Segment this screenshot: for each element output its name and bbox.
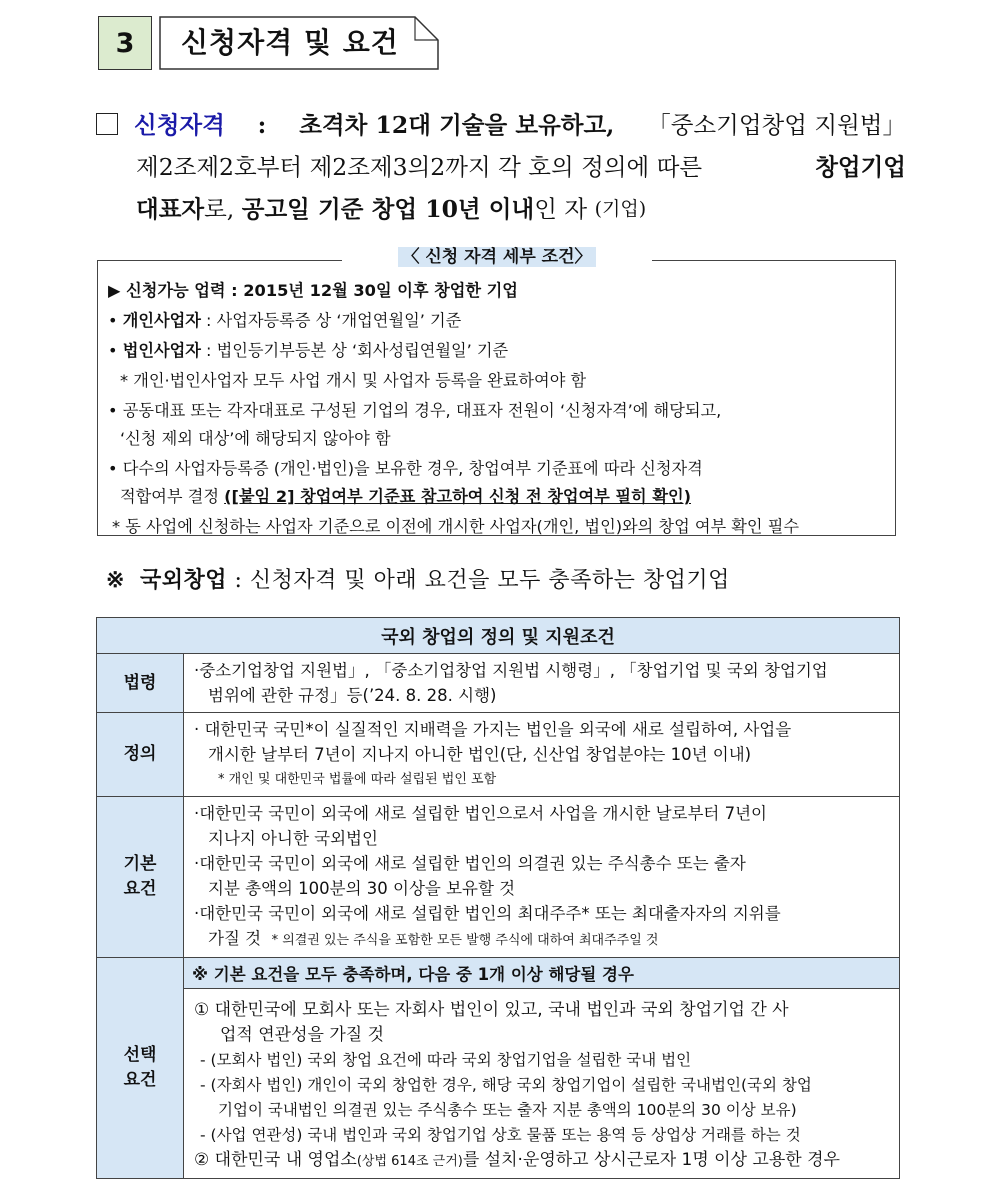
law-cell: ·중소기업창업 지원법」, 「중소기업창업 지원법 시행령」, 「창업기업 및 국외 창업기업 범위에 관한 규정」등(’24. 8. 28. 시행) — [184, 654, 900, 713]
section-title: 신청자격 및 요건 — [181, 26, 399, 59]
detail-item-multiple: • 다수의 사업자등록증 (개인·법인)을 보유한 경우, 창업여부 기준표에 따라 신청자격 — [108, 459, 703, 478]
detail-item-corporate: • 법인사업자 : 법인등기부등본 상 ‘회사성립연월일’ 기준 — [108, 341, 509, 360]
section-number: 3 — [98, 16, 152, 70]
qualification-label: 신청자격 — [134, 111, 225, 139]
detail-item-joint: • 공동대표 또는 각자대표로 구성된 기업의 경우, 대표자 전원이 ‘신청자격’에 해당되고, — [108, 401, 722, 420]
attachment-reference: ([붙임 2] 창업여부 기준표 참고하여 신청 전 창업여부 필히 확인) — [224, 487, 691, 506]
qualification-tech: 초격차 12대 기술을 보유하고, — [299, 111, 615, 139]
row-label-basic: 기본 요건 — [97, 797, 184, 958]
detail-conditions-box: ▶ 신청가능 업력 : 2015년 12월 30일 이후 창업한 기업 • 개인사업자 : 사업자등록증 상 ‘개업연월일’ 기준 • 법인사업자 : 법인등기부등본 상 ‘회사성립연월일’ 기준 * 개인·법인사업자 모두 사업 개시 및 사업자 등록을 완료하여야 함 • 공동대표 또는 각자대표로 구성된 기업의 경우, 대표자 전원이 ‘신청자격’에 해당되고, ‘신청 제외 대상’에 해당되지 않아야 함 • 다수의 사업자등록증 (개인·법인)을 보유한 경우, 창업여부 기준표에 따라 신청자격 적합여부 결정 ([붙임 2] 창업여부 기준표 참고하여 신청 전 창업여부 필히 확인) * 동 사업에 신청하는 사업자 기준으로 이전에 개시한 사업자(개인, 법인)와의 창업 여부 확인 필수 — [97, 260, 896, 536]
detail-note-2: * 동 사업에 신청하는 사업자 기준으로 이전에 개시한 사업자(개인, 법인)와의 창업 여부 확인 필수 — [112, 517, 799, 536]
checkbox-square-icon — [96, 113, 118, 135]
basic-requirements-cell: ·대한민국 국민이 외국에 새로 설립한 법인으로서 사업을 개시한 날로부터 7년이 지나지 아니한 국외법인 ·대한민국 국민이 외국에 새로 설립한 법인의 의결권 있는 주식총수 또는 출자 지분 총액의 100분의 30 이상을 보유할 것 ·대한민국 국민이 외국에 새로 설립한 법인의 최대주주* 또는 최대출자자의 지위를 가질 것 * 의결권 있는 주식을 포함한 모든 발행 주식에 대하여 최대주주일 것 — [184, 797, 900, 958]
section-title-box — [159, 16, 439, 70]
qualification-law: 「중소기업창업 지원법」 — [647, 111, 906, 139]
overseas-label: 국외창업 — [139, 567, 227, 593]
optional-header: ※ 기본 요건을 모두 충족하며, 다음 중 1개 이상 해당될 경우 — [184, 958, 900, 989]
overseas-conditions-table — [96, 617, 900, 1179]
qualification-paragraph: 신청자격 : 초격차 12대 기술을 보유하고, 「중소기업창업 지원법」 제2조제2호부터 제2조제3의2까지 각 호의 정의에 따른 창업기업 대표자 로, 공고일 기준 창업 10년 이내 인 자 (기업) — [96, 104, 906, 230]
overseas-startup-line: ※ 국외창업 : 신청자격 및 아래 요건을 모두 충족하는 창업기업 — [106, 567, 730, 593]
row-label-law: 법령 — [97, 654, 184, 713]
detail-item-individual: • 개인사업자 : 사업자등록증 상 ‘개업연월일’ 기준 — [108, 311, 462, 330]
detail-note-1: * 개인·법인사업자 모두 사업 개시 및 사업자 등록을 완료하여야 함 — [120, 371, 587, 390]
detail-header-line: ▶ 신청가능 업력 : 2015년 12월 30일 이후 창업한 기업 — [108, 281, 518, 300]
qualification-period: 공고일 기준 창업 10년 이내 — [241, 195, 535, 223]
definition-cell: · 대한민국 국민*이 실질적인 지배력을 가지는 법인을 외국에 새로 설립하여, 사업을 개시한 날부터 7년이 지나지 아니한 법인(단, 신산업 창업분야는 10년 이내) * 개인 및 대한민국 법률에 따라 설립된 법인 포함 — [184, 713, 900, 797]
optional-requirements-cell: ① 대한민국에 모회사 또는 자회사 법인이 있고, 국내 법인과 국외 창업기업 간 사 업적 연관성을 가질 것 - (모회사 법인) 국외 창업 요건에 따라 국외 창업기업을 설립한 국내 법인 - (자회사 법인) 개인이 국외 창업한 경우, 해당 국외 창업기업이 설립한 국내법인(국외 창업 기업이 국내법인 의결권 있는 주식총수 또는 출자 지분 총액의 100분의 30 이상 보유) - (사업 연관성) 국내 법인과 국외 창업기업 상호 물품 또는 용역 등 상업상 거래를 하는 것 ② 대한민국 내 영업소(상법 614조 근거)를 설치·운영하고 상시근로자 1명 이상 고용한 경우 — [184, 989, 900, 1179]
row-label-definition: 정의 — [97, 713, 184, 797]
detail-box-title: 〈 신청 자격 세부 조건〉 — [342, 242, 652, 272]
row-label-optional: 선택 요건 — [97, 958, 184, 1179]
table-title: 국외 창업의 정의 및 지원조건 — [97, 618, 900, 654]
